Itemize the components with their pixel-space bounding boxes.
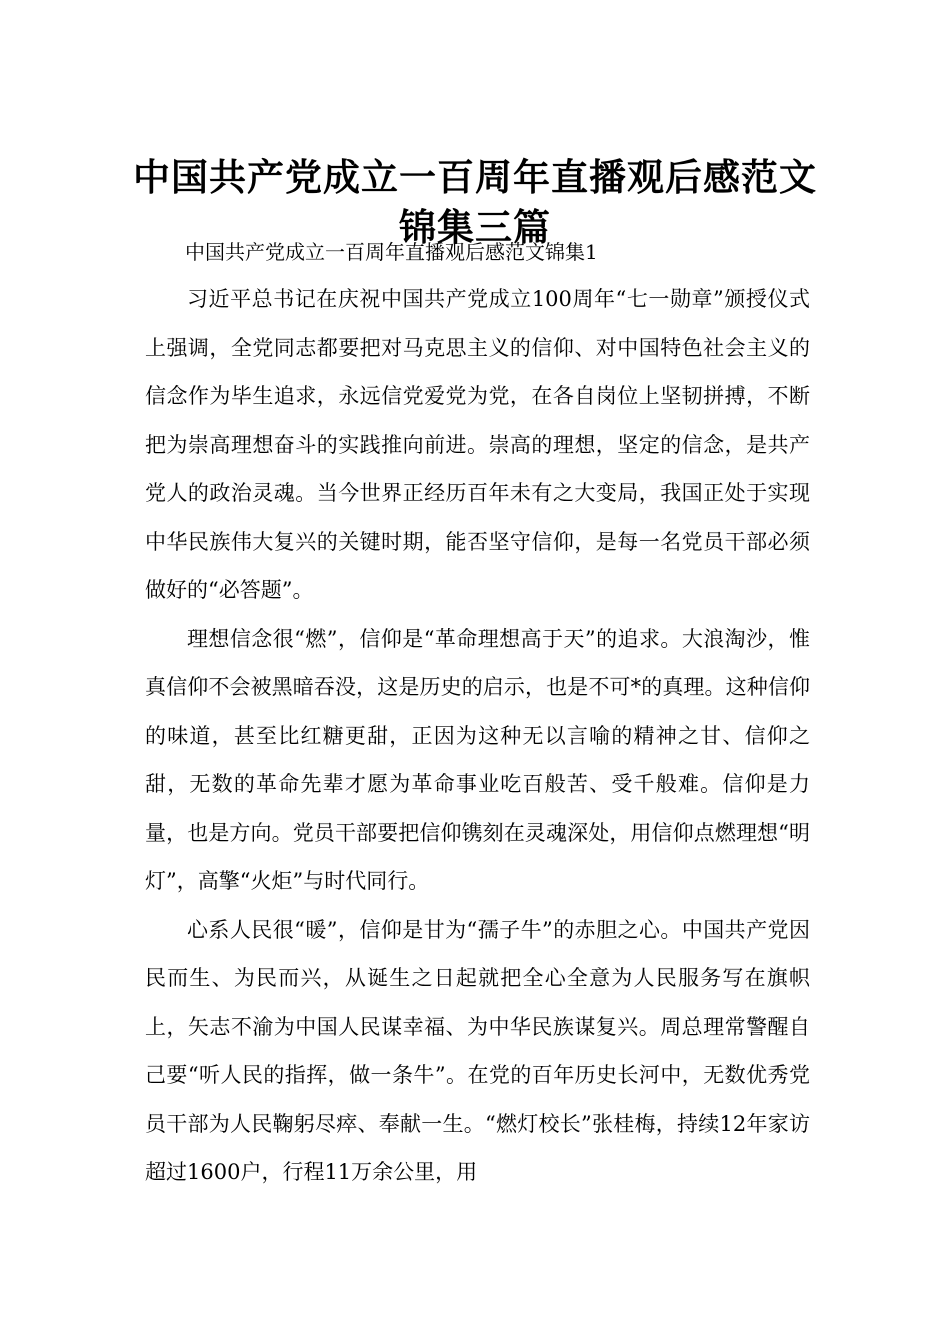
- paragraph-2: 理想信念很“燃”，信仰是“革命理想高于天”的追求。大浪淘沙，惟真信仰不会被黑暗吞没，这是历史的启示，也是不可*的真理。这种信仰的味道，甚至比红糖更甜，正因为这种无以言喻的精神之甘、信仰之甜，无数的革命先辈才愿为革命事业吃百般苦、受千般难。信仰是力量，也是方向。党员干部要把信仰镌刻在灵魂深处，用信仰点燃理想“明灯”，高擎“火炬”与时代同行。: [145, 626, 810, 893]
- section-heading: 中国共产党成立一百周年直播观后感范文锦集1: [185, 240, 598, 264]
- paragraph-3: 心系人民很“暖”，信仰是甘为“孺子牛”的赤胆之心。中国共产党因民而生、为民而兴，从诞生之日起就把全心全意为人民服务写在旗帜上，矢志不渝为中国人民谋幸福、为中华民族谋复兴。周总理常警醒自己要“听人民的指挥，做一条牛”。在党的百年历史长河中，无数优秀党员干部为人民鞠躬尽瘁、奉献一生。“燃灯校长”张桂梅，持续12年家访超过1600户，行程11万余公里，用: [145, 917, 810, 1184]
- paragraph-1: 习近平总书记在庆祝中国共产党成立100周年“七一勋章”颁授仪式上强调，全党同志都要把对马克思主义的信仰、对中国特色社会主义的信念作为毕生追求，永远信党爱党为党，在各自岗位上坚韧拼搏，不断把为崇高理想奋斗的实践推向前进。崇高的理想，坚定的信念，是共产党人的政治灵魂。当今世界正经历百年未有之大变局，我国正处于实现中华民族伟大复兴的关键时期，能否坚守信仰，是每一名党员干部必须做好的“必答题”。: [145, 287, 810, 602]
- document-title: 中国共产党成立一百周年直播观后感范文锦集三篇: [133, 155, 817, 249]
- document-body: [145, 232, 810, 1197]
